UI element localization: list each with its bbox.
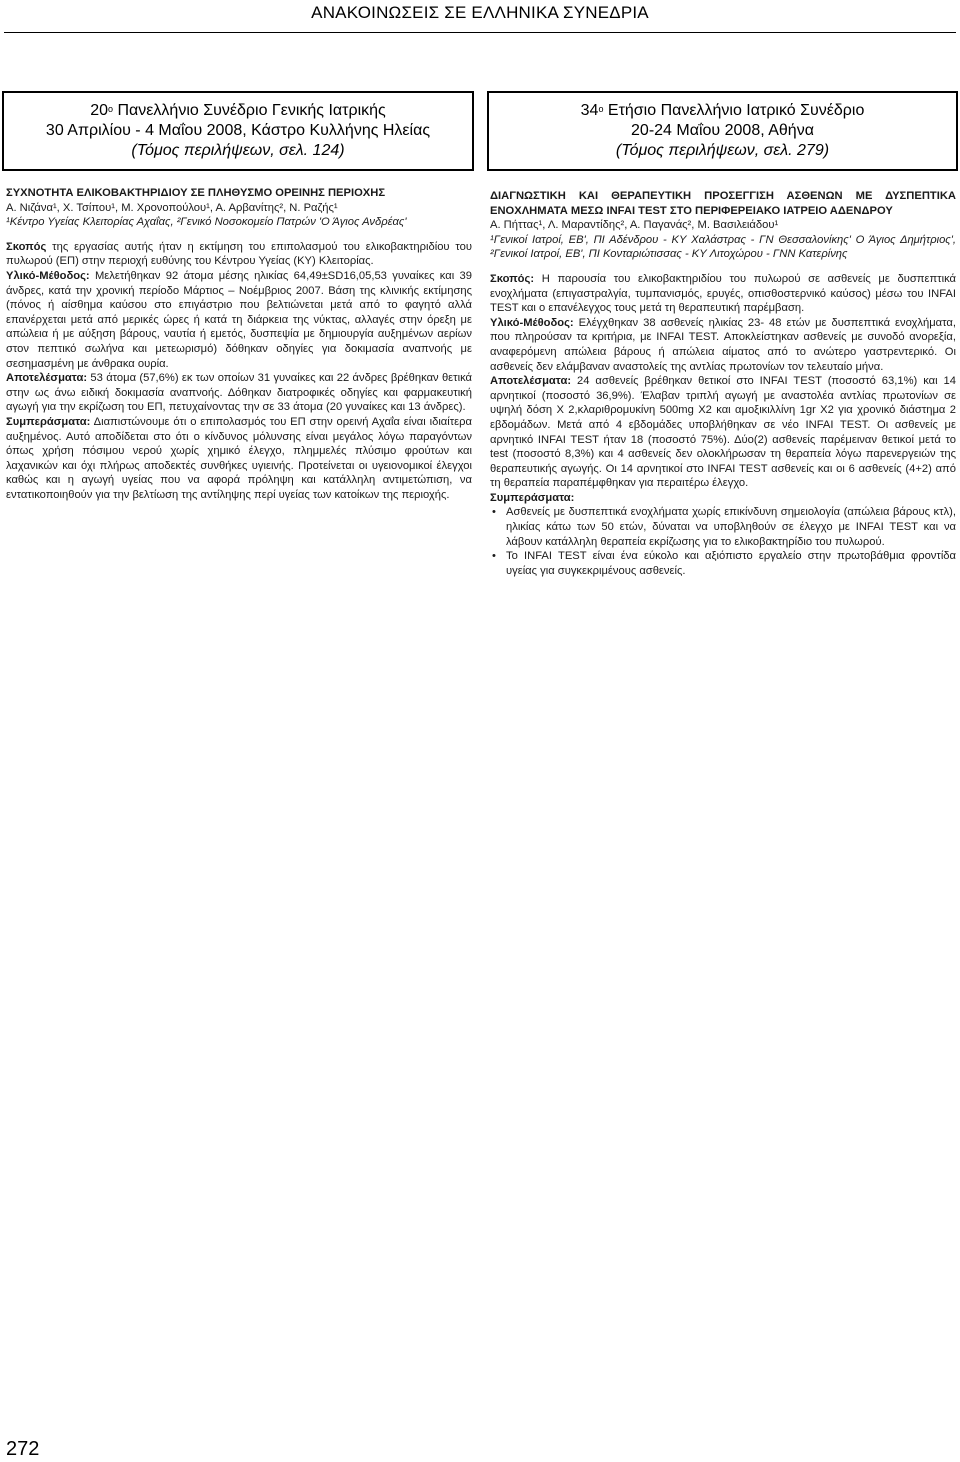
right-conference-volume: (Τόμος περιλήψεων, σελ. 279) [615, 142, 830, 159]
right-abstract-results: Αποτελέσματα: 24 ασθενείς βρέθηκαν θετικοί στο INFAI TEST (ποσοστό 63,1%) και 14 αρνητικοί (ποσοστό 36,9%). Έλαβαν τριπλή αγωγή με αναστολέα αντλίας πρωτονίων σε υψηλή δόση Χ 2,κλαριθρομυκίνη 500mg X2 και αμοξικιλλίνη 1gr X2 για χρονικό διάστημα 2 εβδομάδων. Μετά από 4 εβδομάδες υποβλήθηκαν σε νέο INFAI TEST. Οι ασθενείς με αρνητικό INFAI TEST ήταν 18 (ποσοστό 75%). Δύο(2) ασθενείς παρέμειναν θετικοί μετά το test (ποσοστό 8,3%) και 4 ασθενείς δεν ολοκλήρωσαν τη θεραπεία λόγω παρενεργειών της θεραπευτικής αγωγής. Οι 14 αρνητικοί στο INFAI TEST ασθενείς και οι 6 ασθενείς (4+2) από τη θεραπεία παραπέμφθηκαν για περαιτέρω έλεγχο. [490, 375, 956, 490]
left-abstract-title: ΣΥΧΝΟΤΗΤΑ ΕΛΙΚΟΒΑΚΤΗΡΙΔΙΟΥ ΣΕ ΠΛΗΘΥΣΜΟ ΟΡΕΙΝΗΣ ΠΕΡΙΟΧΗΣ [6, 187, 386, 199]
left-conference-box [2, 91, 474, 171]
page-number: 272 [6, 1438, 40, 1460]
left-abstract-authors: Α. Νιζάνα¹, Χ. Τσίπου¹, Μ. Χρονοπούλου¹, Α. Αρβανίτης², Ν. Ραζής¹ [6, 201, 338, 214]
right-abstract-title: ΔΙΑΓΝΩΣΤΙΚΗ ΚΑΙ ΘΕΡΑΠΕΥΤΙΚΗ ΠΡΟΣΕΓΓΙΣΗ ΑΣΘΕΝΩΝ ΜΕ ΔΥΣΠΕΠΤΙΚΑ ΕΝΟΧΛΗΜΑΤΑ ΜΕΣΩ INFAI TEST ΣΤΟ ΠΕΡΙΦΕΡΕΙΑΚΟ ΙΑΤΡΕΙΟ ΑΔΕΝΔΡΟΥ [490, 190, 956, 217]
list-item: • Το INFAI TEST είναι ένα εύκολο και αξιόπιστο εργαλείο στην πρωτοβάθμια φροντίδα υγείας για συγκεκριμένους ασθενείς. [490, 549, 956, 578]
right-conference-name: $34^o$ Ετήσιο Πανελλήνιο Ιατρικό Συνέδριο [580, 102, 865, 119]
left-conference-name: $20^o$ Πανελλήνιο Συνέδριο Γενικής Ιατρικής [90, 102, 386, 119]
list-item: • Ασθενείς με δυσπεπτικά ενοχλήματα χωρίς επικίνδυνη σημειολογία (απώλεια βάρους κτλ), ηλικίας κάτω των 50 ετών, δύναται να υποβληθούν σε έλεγχο με INFAI TEST και να λάβουν κατάλληλη θεραπεία εκρίζωσης για το ελικοβακτηρίδιο του πυλωρού. [490, 505, 956, 549]
left-abstract-conclusions: Συμπεράσματα: Διαπιστώνουμε ότι ο επιπολασμός του ΕΠ στην ορεινή Αχαΐα είναι ιδιαίτερα αυξημένος. Αυτό αποδίδεται στο ότι ο κίνδυνος μόλυνσης είναι μεγάλος λόγω παραγόντων όπως χρήση πόσιμου νερού χωρίς χημικό έλεγχο, πλημμελές πλύσιμο φρούτων και λαχανικών και όχι πλήρως αποδεκτές συνθήκες υγιεινής. Προτείνεται οι υγειονομικοί έλεγχοι καθώς και η αγωγή υγείας που να αφορά πρόληψη και κατάλληλη αντιμετώπιση, να εντατικοποιηθούν για την βελτίωση της αντίληψης περί υγείας των κατοίκων της περιοχής. [6, 415, 472, 501]
header-rule [4, 32, 956, 33]
left-abstract-results: Αποτελέσματα: 53 άτομα (57,6%) εκ των οποίων 31 γυναίκες και 22 άνδρες βρέθηκαν θετικά στην ως άνω ειδική δοκιμασία αναπνοής. Δόθηκαν διατροφικές οδηγίες και φαρμακευτική αγωγή για την εκρίζωση του ΕΠ, πετυχαίνοντας την σε 33 άτομα (20 γυναίκες και 13 άνδρες). [6, 372, 472, 414]
left-abstract-methods: Υλικό-Μέθοδος: Μελετήθηκαν 92 άτομα μέσης ηλικίας 64,49±SD16,05,53 γυναίκες και 39 άνδρες, κατά την χρονική περίοδο Μάρτιος – Νοέμβριος 2007. Βάση της κλινικής εκτίμησης (πόνος ή αίσθημα καύσου στο επιγάστριο που βελτιώνεται μετά από το φαγητό αλλά επανέρχεται μετά από μερικές ώρες ή κατά τη διάρκεια της νύκτας, αλλαγές στην όρεξη με απώλεια ή με αύξηση βάρους, ναυτία ή εμετός, δυσπεψία με δημιουργία αυξημένων αερίων στον πεπτικό σωλήνα και μετεωρισμό) δόθηκαν οδηγίες για δοκιμασία αναπνοής με σεσημασμένη με άνθρακα ουρία. [6, 269, 472, 370]
left-conference-volume: (Τόμος περιλήψεων, σελ. 124) [131, 142, 345, 159]
running-head: ΑΝΑΚΟΙΝΩΣΕΙΣ ΣΕ ΕΛΛΗΝΙΚΑ ΣΥΝΕΔΡΙΑ [311, 3, 649, 22]
right-abstract-affiliation: ¹Γενικοί Ιατροί, ΕΒ', ΠΙ Αδένδρου - ΚΥ Χαλάστρας - ΓΝ Θεσσαλονίκης' Ο Άγιος Δημήτριος', ²Γενικοί Ιατροί, ΕΒ', ΠΙ Κονταριώτισσας - ΚΥ Λιτοχώρου - ΓΝΝ Κατερίνης [490, 233, 956, 261]
right-conference-dates: 20-24 Μαΐου 2008, Αθήνα [631, 122, 814, 139]
right-abstract-methods: Υλικό-Μέθοδος: Ελέγχθηκαν 38 ασθενείς ηλικίας 23- 48 ετών με δυσπεπτικά ενοχλήματα, που πληρούσαν τα κριτήρια, με INFAI TEST. Αποκλείστηκαν ασθενείς με συνοδό ανορεξία, αναφερόμενη απώλεια βάρους ή απώλεια αίματος από το ανώτερο γαστρεντερικό. Οι ασθενείς δεν ελάμβαναν αναστολείς της αντλίας πρωτονίων τον τελευταίο μήνα. [490, 316, 956, 373]
right-abstract-authors: Α. Πήττας¹, Λ. Μαραντίδης², Α. Παγανάς², Μ. Βασιλειάδου¹ [490, 219, 779, 232]
left-abstract-affiliation: ¹Κέντρο Υγείας Κλειτορίας Αχαΐας, ²Γενικό Νοσοκομείο Πατρών 'Ο Άγιος Ανδρέας' [6, 216, 407, 229]
right-conference-box [487, 91, 958, 171]
right-abstract-conclusions-heading: Συμπεράσματα: [490, 491, 575, 504]
right-abstract-aim: Σκοπός: Η παρουσία του ελικοβακτηριδίου του πυλωρού σε ασθενείς με δυσπεπτικά ενοχλήματα (επιγαστραλγία, τυμπανισμός, ερυγές, οπισθοστερνικό καύσος) μέσω του INFAI TEST και ο επανέλεγχος τους μετά τη θεραπευτική παρέμβαση. [490, 272, 956, 315]
right-abstract-conclusions-list [490, 505, 956, 578]
left-abstract-aim: Σκοπός της εργασίας αυτής ήταν η εκτίμηση του επιπολασμού του ελικοβακτηριδίου του πυλωρού (ΕΠ) στην περιοχή ευθύνης του Κέντρου Υγείας (ΚΥ) Κλειτορίας. [6, 240, 472, 268]
left-conference-dates: 30 Απριλίου - 4 Μαΐου 2008, Κάστρο Κυλλήνης Ηλείας [45, 122, 431, 139]
right-abstract [490, 189, 956, 578]
left-abstract [6, 186, 472, 502]
